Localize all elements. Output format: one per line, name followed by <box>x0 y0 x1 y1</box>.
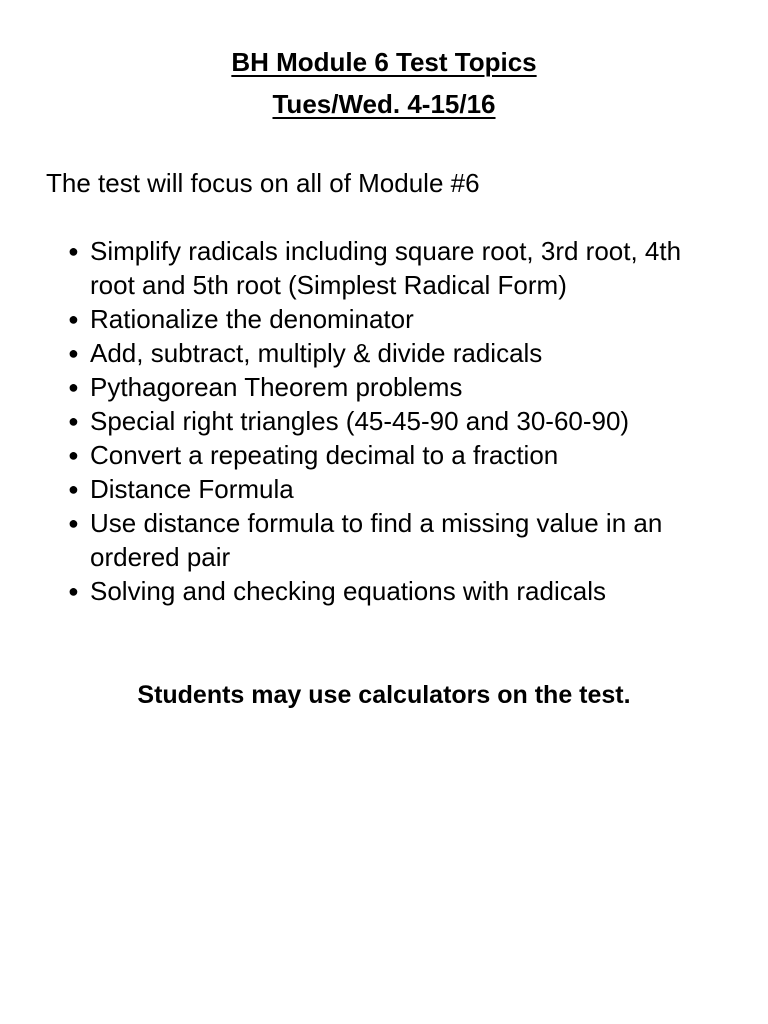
topic-text: Simplify radicals including square root, 3rd root, 4th root and 5th root (Simplest Radical Form) <box>90 236 682 300</box>
bullet-icon: ● <box>68 479 79 499</box>
topic-item-repeating-decimal <box>68 438 728 472</box>
topic-item-pythagorean <box>68 370 728 404</box>
topic-item-simplify-radicals <box>68 234 728 302</box>
topic-item-special-triangles <box>68 404 728 438</box>
topic-text: Convert a repeating decimal to a fraction <box>90 440 559 470</box>
topic-item-rationalize <box>68 302 728 336</box>
topic-text: Use distance formula to find a missing value in an ordered pair <box>90 508 663 572</box>
topic-text: Distance Formula <box>90 474 294 504</box>
bullet-icon: ● <box>68 411 79 431</box>
topic-item-radical-equations <box>68 574 728 608</box>
bullet-icon: ● <box>68 241 79 261</box>
document-date: Tues/Wed. 4-15/16 <box>272 89 496 119</box>
topic-text: Special right triangles (45-45-90 and 30-60-90) <box>90 406 630 436</box>
bullet-icon: ● <box>68 309 79 329</box>
document-title: BH Module 6 Test Topics <box>231 47 537 77</box>
bullet-icon: ● <box>68 445 79 465</box>
intro-text: The test will focus on all of Module #6 <box>46 168 480 198</box>
topic-item-missing-value <box>68 506 728 574</box>
topic-text: Rationalize the denominator <box>90 304 414 334</box>
topic-text: Solving and checking equations with radicals <box>90 576 606 606</box>
topic-item-operations <box>68 336 728 370</box>
bullet-icon: ● <box>68 343 79 363</box>
calculator-note: Students may use calculators on the test. <box>137 681 631 709</box>
bullet-icon: ● <box>68 513 79 533</box>
topic-text: Pythagorean Theorem problems <box>90 372 463 402</box>
topic-text: Add, subtract, multiply & divide radicals <box>90 338 543 368</box>
bullet-icon: ● <box>68 377 79 397</box>
topic-item-distance-formula <box>68 472 728 506</box>
bullet-icon: ● <box>68 581 79 601</box>
topics-list <box>68 234 728 608</box>
